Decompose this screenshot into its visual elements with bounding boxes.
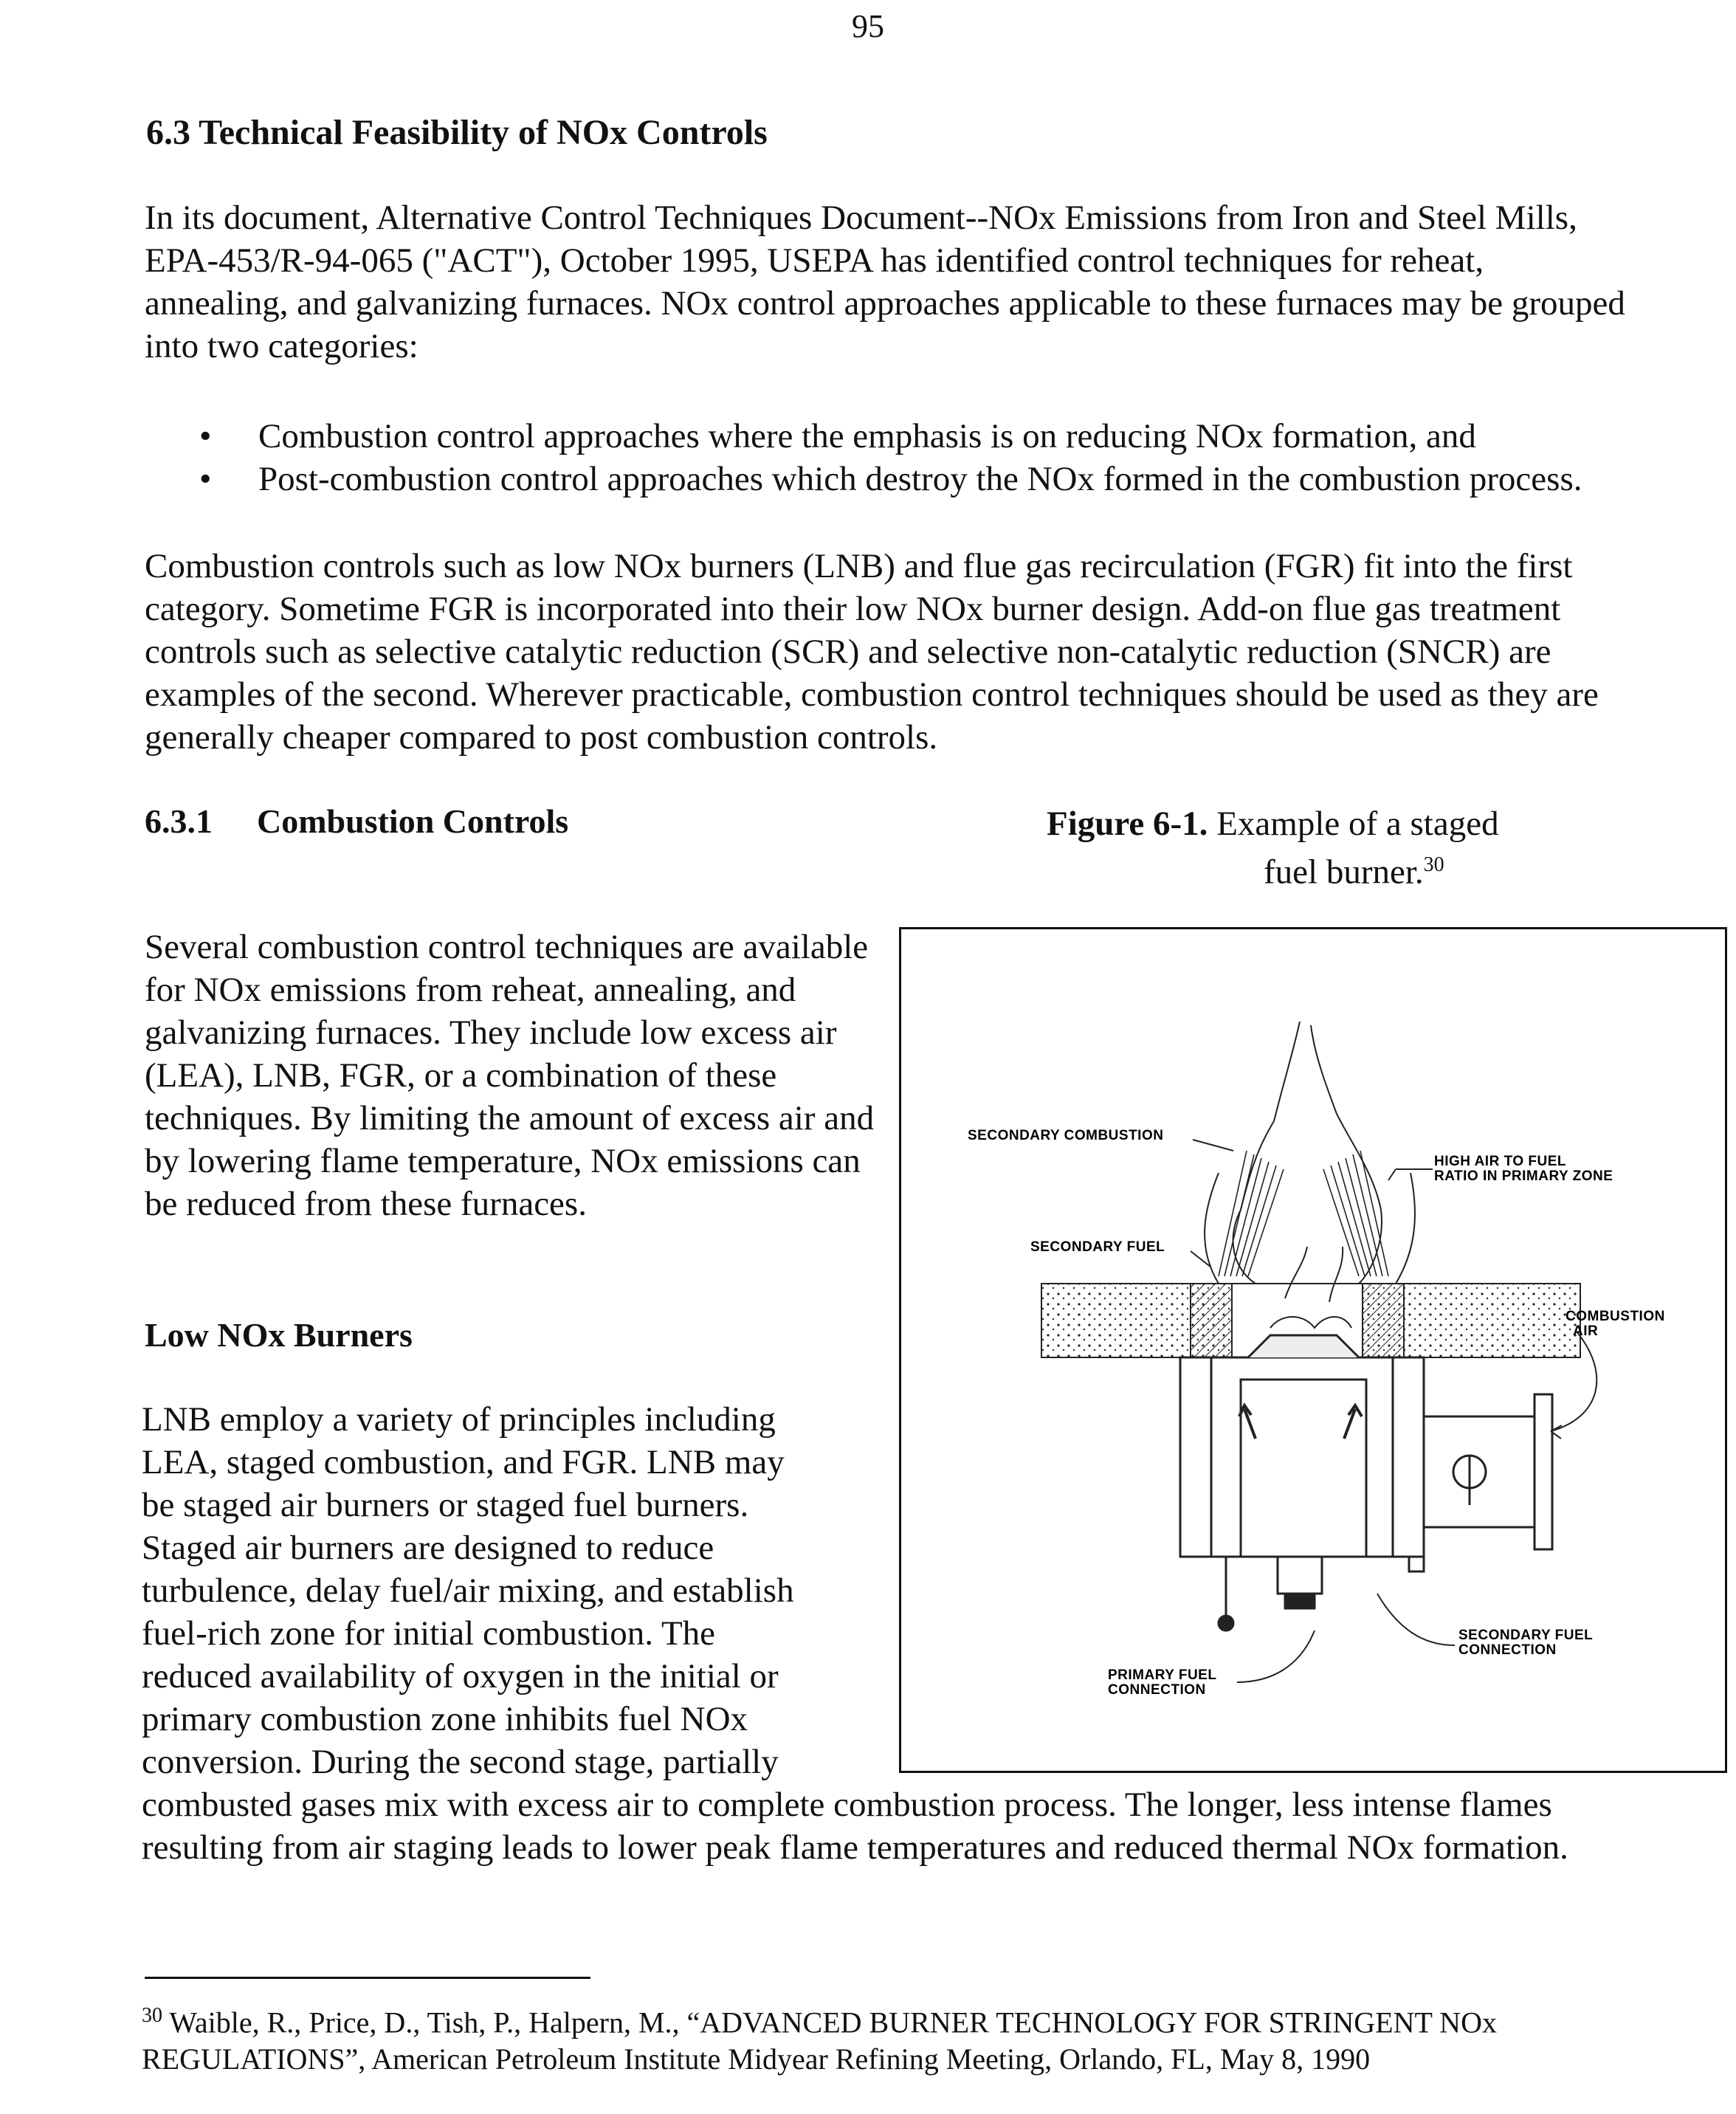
footnote-text: Waible, R., Price, D., Tish, P., Halpern, M., “ADVANCED BURNER TECHNOLOGY FOR STRINGENT NOx REGULATIONS”, American Petroleum Institute Midyear Refining Meeting, Orlando, FL, May 8, 1990: [142, 2005, 1497, 2076]
figure-caption-line2: fuel burner.: [1264, 853, 1424, 892]
lnb-line: be staged air burners or staged fuel burners.: [142, 1486, 749, 1524]
label-secondary-fuel-connection-line1: SECONDARY FUEL: [1458, 1628, 1594, 1643]
subsection-number: 6.3.1: [145, 802, 213, 840]
subsection-title: Combustion Controls: [257, 802, 569, 840]
bullet-icon: •: [199, 460, 212, 498]
list-item-text: Post-combustion control approaches which destroy the NOx formed in the combustion process.: [258, 460, 1582, 498]
label-high-air-line1: HIGH AIR TO FUEL: [1434, 1154, 1566, 1169]
lnb-line: reduced availability of oxygen in the initial or: [142, 1657, 779, 1695]
subsection-heading: [145, 802, 568, 841]
label-high-air-line2: RATIO IN PRIMARY ZONE: [1434, 1168, 1613, 1184]
label-secondary-combustion: SECONDARY COMBUSTION: [968, 1128, 1164, 1143]
figure-caption-line1: Example of a staged: [1216, 805, 1499, 843]
burner-figure: [899, 927, 1727, 1773]
list-item-text: Combustion control approaches where the emphasis is on reducing NOx formation, and: [258, 417, 1476, 455]
label-combustion-air-line1: COMBUSTION: [1566, 1309, 1665, 1324]
lnb-line: turbulence, delay fuel/air mixing, and establish: [142, 1571, 794, 1610]
burner-body: [1180, 1335, 1552, 1631]
lnb-line: fuel-rich zone for initial combustion. The: [142, 1614, 716, 1653]
flame-icon: [1205, 1022, 1415, 1328]
list-item: [199, 458, 1602, 500]
lnb-heading: Low NOx Burners: [145, 1316, 413, 1354]
label-combustion-air-line2: AIR: [1573, 1323, 1599, 1339]
list-item: [199, 415, 1602, 458]
bullet-icon: •: [199, 417, 212, 455]
footnote-rule: [145, 1977, 590, 1979]
lnb-paragraph-rest: combusted gases mix with excess air to complete combustion process. The longer, less intense flames resulting from air staging leads to lower peak flame temperatures and reduced thermal NOx formation.: [142, 1786, 1568, 1867]
lnb-line: Staged air burners are designed to reduce: [142, 1529, 714, 1567]
lnb-line: primary combustion zone inhibits fuel NOx: [142, 1700, 748, 1738]
label-primary-fuel-connection-line2: CONNECTION: [1108, 1682, 1206, 1698]
section-heading: 6.3 Technical Feasibility of NOx Controls: [146, 113, 768, 152]
label-secondary-fuel: SECONDARY FUEL: [1030, 1239, 1165, 1255]
category-list: [199, 415, 1602, 500]
footnote-number: 30: [142, 2004, 162, 2027]
burner-diagram: [901, 929, 1725, 1771]
figure-footnote-ref: 30: [1423, 853, 1444, 876]
figure-caption: [1047, 803, 1593, 893]
page-number: 95: [852, 8, 884, 44]
label-secondary-fuel-connection-line2: CONNECTION: [1458, 1642, 1557, 1658]
intro-paragraph: In its document, Alternative Control Techniques Document--NOx Emissions from Iron and Steel Mills, EPA-453/R-94-065 ("ACT"), October 1995, USEPA has identified control techniques for reheat, annealing, and galvanizing furnaces. NOx control approaches applicable to these furnaces may be grouped into two categories:: [145, 199, 1625, 365]
lnb-line: conversion. During the second stage, partially: [142, 1743, 779, 1781]
lnb-line: LEA, staged combustion, and FGR. LNB may: [142, 1443, 785, 1481]
lnb-line: LNB employ a variety of principles including: [142, 1400, 776, 1439]
figure-label: Figure 6-1.: [1047, 805, 1208, 843]
label-primary-fuel-connection-line1: PRIMARY FUEL: [1108, 1667, 1217, 1683]
categories-paragraph: Combustion controls such as low NOx burners (LNB) and flue gas recirculation (FGR) fit into the first category. Sometime FGR is incorporated into their low NOx burner design. Add-on flue gas treatment controls such as selective catalytic reduction (SCR) and selective non-catalytic reduction (SNCR) are examples of the second. Wherever practicable, combustion control techniques should be used as they are generally cheaper compared to post combustion controls.: [145, 547, 1599, 757]
footnote: [142, 1997, 1692, 2078]
combustion-paragraph: Several combustion control techniques are available for NOx emissions from reheat, annealing, and galvanizing furnaces. They include low excess air (LEA), LNB, FGR, or a combination of these techniques. By limiting the amount of excess air and by lowering flame temperature, NOx emissions can be reduced from these furnaces.: [145, 928, 875, 1223]
